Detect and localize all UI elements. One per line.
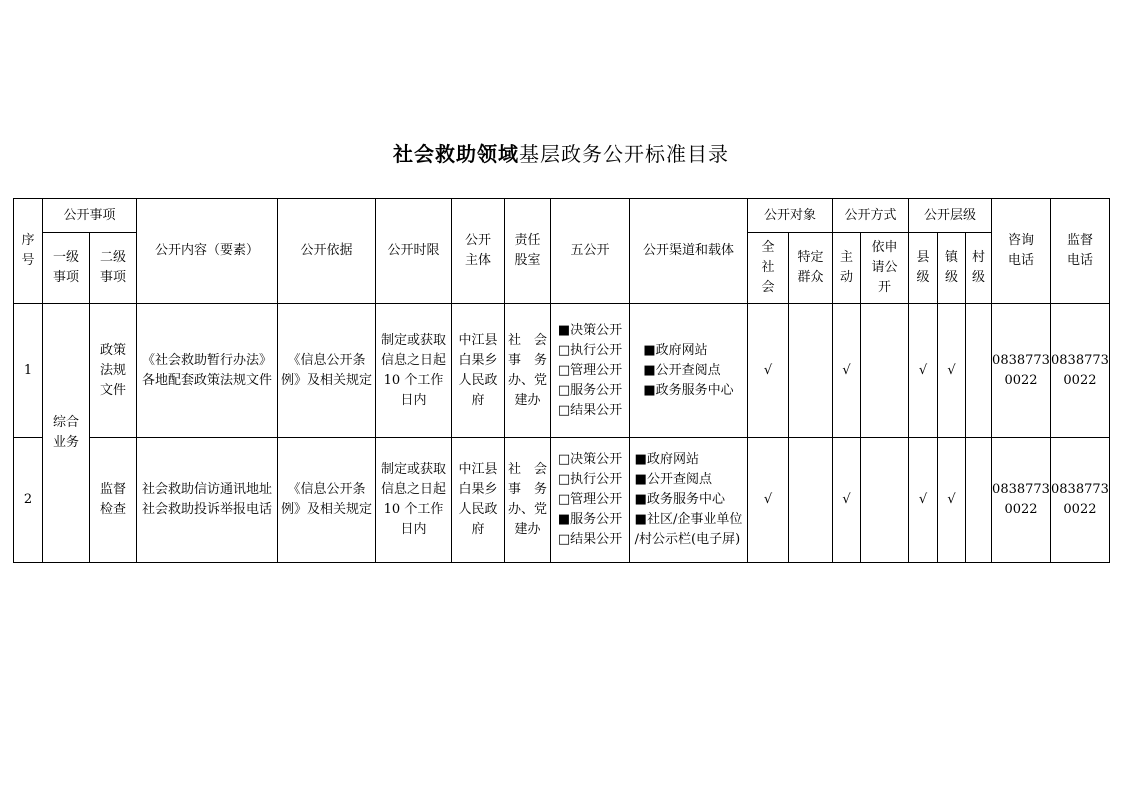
row-office: 社 会 事 务 办、党 建办: [505, 438, 551, 563]
row-level-village: [966, 304, 992, 438]
row-object-all: √: [748, 304, 789, 438]
row-subject: 中江县 白果乡 人民政 府: [452, 304, 505, 438]
row-object-group: [789, 438, 833, 563]
title-bold-part: 社会救助领域: [393, 142, 519, 166]
row-content: 《社会救助暂行办法》 各地配套政策法规文件: [137, 304, 278, 438]
row-basis: 《信息公开条 例》及相关规定: [278, 304, 376, 438]
row-supervise: 0838773 0022: [1051, 438, 1110, 563]
title-rest-part: 基层政务公开标准目录: [519, 142, 729, 166]
header-time-limit: 公开时限: [376, 199, 452, 304]
row-object-group: [789, 304, 833, 438]
header-supervise: 监督 电话: [1051, 199, 1110, 304]
header-seq: 序 号: [14, 199, 43, 304]
row-level-village: [966, 438, 992, 563]
row-method-active: √: [833, 438, 861, 563]
row-five: ■决策公开 □执行公开 □管理公开 □服务公开 □结果公开: [551, 304, 630, 438]
header-level-town: 镇 级: [938, 233, 966, 304]
row-level2: 政策 法规 文件: [90, 304, 137, 438]
row-subject: 中江县 白果乡 人民政 府: [452, 438, 505, 563]
row-level-county: √: [909, 304, 938, 438]
header-channel: 公开渠道和载体: [630, 199, 748, 304]
header-level1: 一级 事项: [43, 233, 90, 304]
header-office: 责任 股室: [505, 199, 551, 304]
row-seq: 2: [14, 438, 43, 563]
row-supervise: 0838773 0022: [1051, 304, 1110, 438]
row-office: 社 会 事 务 办、党 建办: [505, 304, 551, 438]
table-row: [14, 304, 1110, 438]
row-time-limit: 制定或获取 信息之日起 10 个工作 日内: [376, 304, 452, 438]
row-time-limit: 制定或获取 信息之日起 10 个工作 日内: [376, 438, 452, 563]
header-level: 公开层级: [909, 199, 992, 233]
table-row: [14, 438, 1110, 563]
header-level2: 二级 事项: [90, 233, 137, 304]
row-method-apply: [861, 438, 909, 563]
header-method-active: 主 动: [833, 233, 861, 304]
level1-item: 综合 业务: [43, 304, 90, 563]
page-title: [0, 138, 1122, 167]
row-consult: 0838773 0022: [992, 438, 1051, 563]
row-channel: ■政府网站 ■公开查阅点 ■政务服务中心 ■社区/企事业单位 /村公示栏(电子屏): [630, 438, 748, 563]
header-method: 公开方式: [833, 199, 909, 233]
header-content: 公开内容（要素）: [137, 199, 278, 304]
row-level-town: √: [938, 304, 966, 438]
row-level2: 监督 检查: [90, 438, 137, 563]
header-items: 公开事项: [43, 199, 137, 233]
row-seq: 1: [14, 304, 43, 438]
row-method-active: √: [833, 304, 861, 438]
row-level-town: √: [938, 438, 966, 563]
row-channel: ■政府网站 ■公开查阅点 ■政务服务中心: [630, 304, 748, 438]
header-consult: 咨询 电话: [992, 199, 1051, 304]
row-object-all: √: [748, 438, 789, 563]
disclosure-table: [13, 198, 1110, 563]
row-five: □决策公开 □执行公开 □管理公开 ■服务公开 □结果公开: [551, 438, 630, 563]
header-method-apply: 依申 请公 开: [861, 233, 909, 304]
header-subject: 公开 主体: [452, 199, 505, 304]
row-level-county: √: [909, 438, 938, 563]
header-five: 五公开: [551, 199, 630, 304]
row-content: 社会救助信访通讯地址 社会救助投诉举报电话: [137, 438, 278, 563]
header-basis: 公开依据: [278, 199, 376, 304]
header-level-county: 县 级: [909, 233, 938, 304]
row-consult: 0838773 0022: [992, 304, 1051, 438]
row-method-apply: [861, 304, 909, 438]
header-object-group: 特定 群众: [789, 233, 833, 304]
row-basis: 《信息公开条 例》及相关规定: [278, 438, 376, 563]
header-object-all: 全 社 会: [748, 233, 789, 304]
header-level-village: 村 级: [966, 233, 992, 304]
header-object: 公开对象: [748, 199, 833, 233]
